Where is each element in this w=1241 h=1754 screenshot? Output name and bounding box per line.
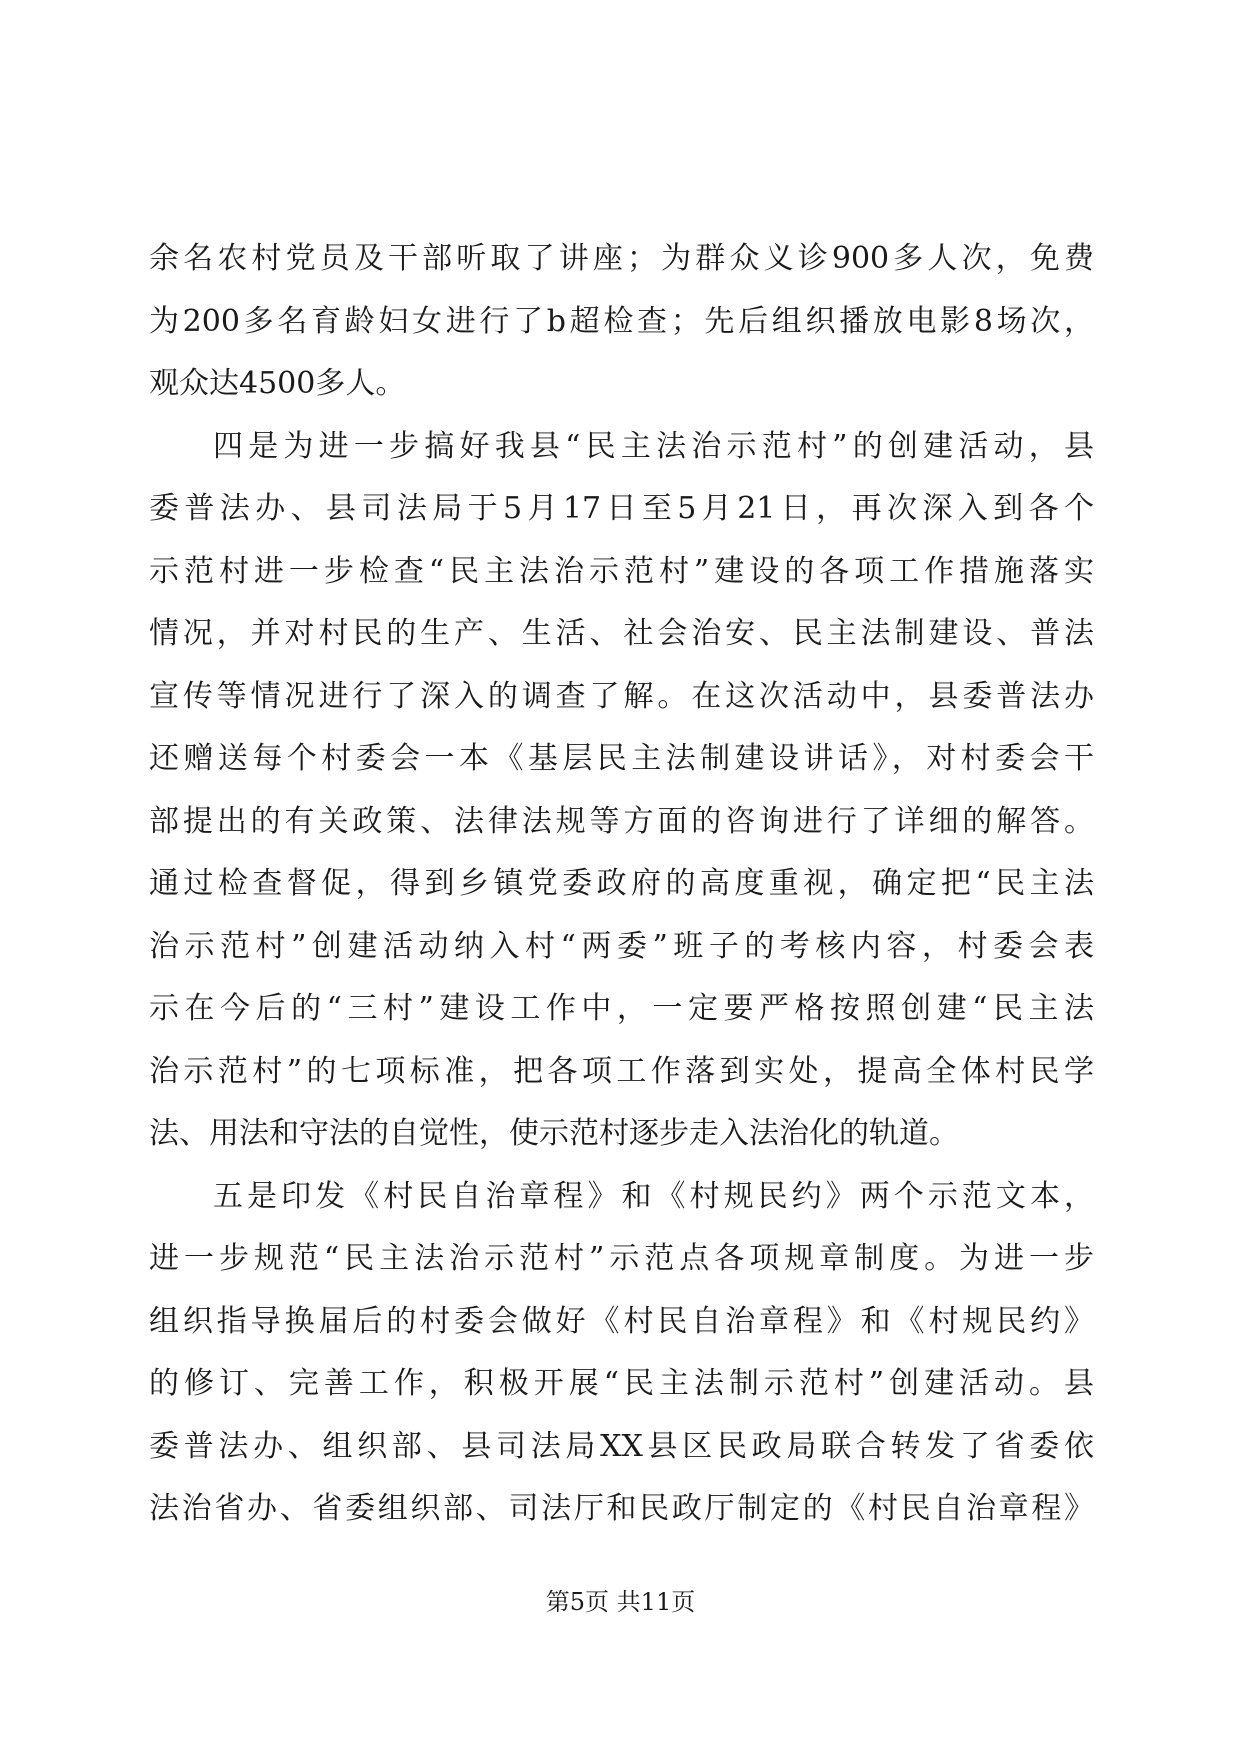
text-line: 为200多名育龄妇女进行了b超检查；先后组织播放电影8场次， (149, 303, 1094, 339)
paragraph-first-line: 五是印发《村民自治章程》和《村规民约》两个示范文本， (213, 1178, 1094, 1214)
text-line: 法治省办、省委组织部、司法厅和民政厅制定的《村民自治章程》 (149, 1491, 1094, 1526)
text-line: 委普法办、组织部、县司法局XX县区民政局联合转发了省委依 (149, 1428, 1094, 1464)
text-line: 进一步规范“民主法治示范村”示范点各项规章制度。为进一步 (149, 1241, 1094, 1276)
text-line: 组织指导换届后的村委会做好《村民自治章程》和《村规民约》 (149, 1303, 1094, 1339)
text-line: 余名农村党员及干部听取了讲座；为群众义诊900多人次，免费 (149, 241, 1094, 276)
text-line: 的修订、完善工作，积极开展“民主法制示范村”创建活动。县 (149, 1366, 1094, 1401)
text-line: 观众达4500多人。 (149, 366, 406, 401)
text-line: 治示范村”的七项标准，把各项工作落到实处，提高全体村民学 (149, 1053, 1094, 1089)
text-line: 通过检查督促，得到乡镇党委政府的高度重视，确定把“民主法 (149, 866, 1094, 901)
text-line: 示范村进一步检查“民主法治示范村”建设的各项工作措施落实 (149, 553, 1094, 589)
text-line: 还赠送每个村委会一本《基层民主法制建设讲话》，对村委会干 (149, 741, 1094, 776)
text-line: 示在今后的“三村”建设工作中，一定要严格按照创建“民主法 (149, 991, 1094, 1026)
text-line: 情况，并对村民的生产、生活、社会治安、民主法制建设、普法 (149, 616, 1094, 651)
text-line: 委普法办、县司法局于5月17日至5月21日，再次深入到各个 (149, 491, 1094, 526)
text-line: 治示范村”创建活动纳入村“两委”班子的考核内容，村委会表 (149, 928, 1094, 964)
page-number-footer: 第5页 共11页 (545, 1588, 696, 1616)
body-text (149, 228, 1094, 1541)
text-line: 宣传等情况进行了深入的调查了解。在这次活动中，县委普法办 (149, 678, 1094, 714)
text-line: 部提出的有关政策、法律法规等方面的咨询进行了详细的解答。 (149, 803, 1094, 839)
text-line: 法、用法和守法的自觉性，使示范村逐步走入法治化的轨道。 (149, 1116, 959, 1151)
paragraph-first-line: 四是为进一步搞好我县“民主法治示范村”的创建活动，县 (213, 428, 1094, 464)
